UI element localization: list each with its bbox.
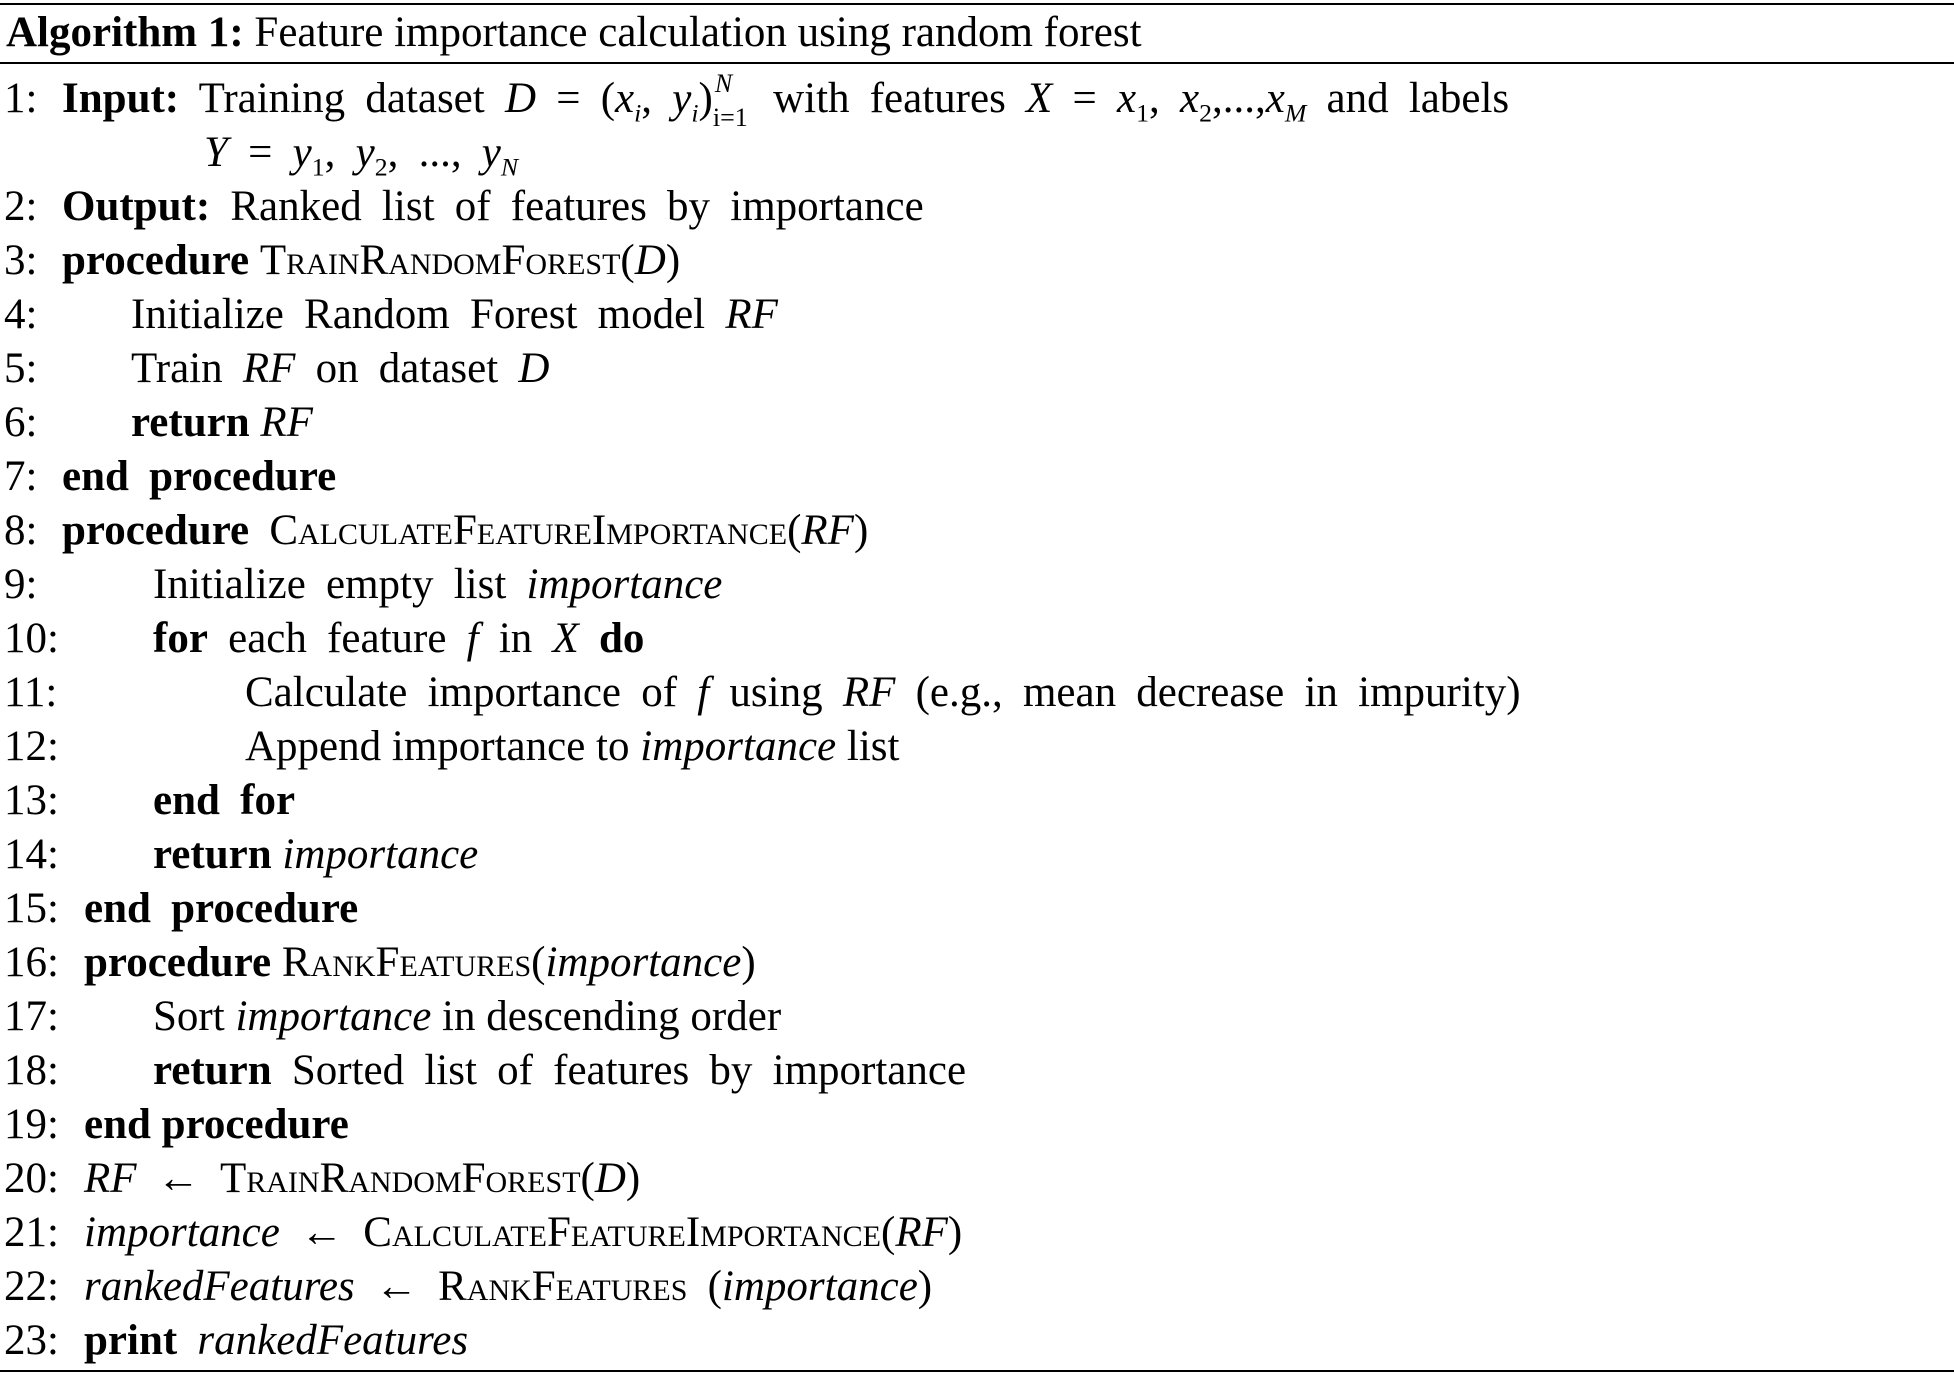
- procedure-arg: D: [594, 1155, 626, 1202]
- line-number: 16:: [4, 939, 59, 986]
- text: list: [846, 723, 900, 770]
- math-var: X: [552, 615, 579, 662]
- text: and labels: [1326, 75, 1510, 122]
- math-var: importance: [235, 993, 432, 1040]
- math-op: =: [248, 129, 273, 176]
- math-var: RF: [84, 1155, 137, 1202]
- math-var: D: [518, 345, 550, 392]
- algorithm-line-20: [0, 1152, 1954, 1206]
- math-op: =: [556, 75, 581, 122]
- text: on dataset: [315, 345, 499, 392]
- algorithm-line-8: [0, 504, 1954, 558]
- line-body: [153, 558, 722, 612]
- text: Train: [131, 345, 223, 392]
- procedure-arg: importance: [721, 1263, 918, 1310]
- algorithm-line-23: [0, 1314, 1954, 1368]
- line-number: 17:: [4, 993, 59, 1040]
- keyword-print: print: [84, 1317, 178, 1364]
- keyword-return: return: [153, 1047, 272, 1094]
- top-rule: [0, 3, 1954, 5]
- line-number: 7:: [4, 453, 38, 500]
- text: Initialize Random Forest model: [131, 291, 706, 338]
- bottom-rule: [0, 1370, 1954, 1372]
- math-var: importance: [526, 561, 723, 608]
- keyword-return: return: [131, 399, 250, 446]
- math-expr: $y_1$, $y_2$, ..., $y_N$: [292, 129, 519, 182]
- text: Calculate importance of: [245, 669, 678, 716]
- math-var: X: [1026, 75, 1053, 122]
- math-var: D: [504, 75, 536, 122]
- line-number: 19:: [4, 1101, 59, 1148]
- assign-arrow: ←: [300, 1209, 344, 1256]
- text: Initialize empty list: [153, 561, 507, 608]
- keyword-for: for: [153, 615, 208, 662]
- keyword-return: return: [153, 831, 272, 878]
- algorithm-line-2: [0, 180, 1954, 234]
- line-number: 1:: [4, 75, 38, 122]
- line-body: [153, 612, 644, 666]
- line-number: 15:: [4, 885, 59, 932]
- math-expr: $x_1$, $x_2,...,x_M$: [1117, 75, 1307, 128]
- text: Sorted list of features by importance: [291, 1047, 967, 1094]
- keyword-procedure: procedure: [84, 939, 272, 986]
- algorithm-line-19: [0, 1098, 1954, 1152]
- procedure-name: TrainRandomForest: [219, 1155, 581, 1202]
- keyword-end-procedure: end procedure: [62, 453, 337, 500]
- line-number: 2:: [4, 183, 38, 230]
- keyword-end-procedure: end procedure: [84, 1101, 349, 1148]
- line-number: 12:: [4, 723, 59, 770]
- algorithm-line-22: [0, 1260, 1954, 1314]
- text: using: [729, 669, 823, 716]
- algorithm-line-9: [0, 558, 1954, 612]
- line-body: [153, 774, 295, 828]
- line-number: 20:: [4, 1155, 59, 1202]
- line-number: 21:: [4, 1209, 59, 1256]
- line-number: 18:: [4, 1047, 59, 1094]
- procedure-name: CalculateFeatureImportance: [269, 507, 788, 554]
- line-number: 3:: [4, 237, 38, 284]
- keyword-end-for: end for: [153, 777, 296, 824]
- procedure-name: RankFeatures: [281, 939, 532, 986]
- line-body: procedure TrainRandomForest(D): [62, 237, 681, 284]
- algorithm-line-14: [0, 828, 1954, 882]
- caption-rule: [0, 62, 1954, 64]
- line-body: importance ← CalculateFeatureImportance(RF): [84, 1209, 963, 1256]
- algorithm-line-3: [0, 234, 1954, 288]
- line-number: 13:: [4, 777, 59, 824]
- math-var: RF: [842, 669, 896, 716]
- algorithm-line-16: [0, 936, 1954, 990]
- line-body: procedure CalculateFeatureImportance(RF): [62, 507, 869, 554]
- line-number: 10:: [4, 615, 59, 662]
- line-body: [84, 1098, 349, 1152]
- text: Append importance to: [245, 723, 630, 770]
- keyword-procedure: procedure: [62, 237, 250, 284]
- line-body: [131, 342, 549, 396]
- line-body: [62, 69, 1510, 132]
- procedure-arg: RF: [895, 1209, 948, 1256]
- algorithm-line-1-cont: [0, 126, 1954, 180]
- math-op: =: [1072, 75, 1097, 122]
- math-var: RF: [725, 291, 778, 338]
- line-body: [153, 990, 781, 1044]
- math-var: importance: [282, 831, 479, 878]
- procedure-arg: D: [634, 237, 666, 284]
- algorithm-line-4: [0, 288, 1954, 342]
- math-var: Y: [204, 129, 228, 176]
- procedure-arg: importance: [545, 939, 742, 986]
- line-body: rankedFeatures ← RankFeatures (importance): [84, 1263, 933, 1310]
- keyword-procedure: procedure: [62, 507, 250, 554]
- line-number: 9:: [4, 561, 38, 608]
- line-body: [204, 126, 518, 180]
- text: in descending order: [442, 993, 782, 1040]
- line-number: 22:: [4, 1263, 59, 1310]
- text: (e.g., mean decrease in impurity): [915, 669, 1521, 716]
- caption-title: Feature importance calculation using random forest: [254, 9, 1142, 56]
- line-body: [84, 1314, 468, 1368]
- line-number: 4:: [4, 291, 38, 338]
- assign-arrow: ←: [156, 1155, 200, 1202]
- keyword-do: do: [599, 615, 645, 662]
- math-var: rankedFeatures: [84, 1263, 355, 1310]
- algorithm-line-12: [0, 720, 1954, 774]
- assign-arrow: ←: [374, 1263, 418, 1310]
- algorithm-line-17: [0, 990, 1954, 1044]
- line-body: [62, 450, 336, 504]
- text: in: [498, 615, 533, 662]
- math-var: RF: [242, 345, 296, 392]
- procedure-name: TrainRandomForest: [259, 237, 621, 284]
- line-body: [153, 1044, 966, 1098]
- algorithm-line-21: [0, 1206, 1954, 1260]
- algorithm-line-5: [0, 342, 1954, 396]
- line-body: [245, 666, 1521, 720]
- algorithm-line-15: [0, 882, 1954, 936]
- text: Ranked list of features by importance: [230, 183, 924, 230]
- algorithm-line-1: [0, 69, 1954, 132]
- math-var: rankedFeatures: [197, 1317, 469, 1364]
- line-body: [131, 288, 778, 342]
- algorithm-line-6: [0, 396, 1954, 450]
- procedure-name: CalculateFeatureImportance: [363, 1209, 882, 1256]
- algorithm-line-11: [0, 666, 1954, 720]
- line-number: 14:: [4, 831, 59, 878]
- algorithm-line-13: [0, 774, 1954, 828]
- line-number: 5:: [4, 345, 38, 392]
- algorithm-caption: [6, 6, 1142, 60]
- keyword-output: Output:: [62, 183, 211, 230]
- procedure-arg: RF: [801, 507, 854, 554]
- algorithm-line-18: [0, 1044, 1954, 1098]
- line-body: [84, 882, 358, 936]
- text: Sort: [153, 993, 225, 1040]
- math-var: RF: [260, 399, 313, 446]
- line-body: [245, 720, 899, 774]
- procedure-name: RankFeatures: [438, 1263, 688, 1310]
- math-var: importance: [640, 723, 837, 770]
- keyword-input: Input:: [62, 75, 180, 122]
- text: each feature: [228, 615, 447, 662]
- line-number: 23:: [4, 1317, 59, 1364]
- algorithm-line-10: [0, 612, 1954, 666]
- line-number: 11:: [4, 669, 58, 716]
- text: Training dataset: [198, 75, 485, 122]
- math-var: f: [697, 669, 710, 716]
- math-expr: ($x_i$, $y_i$) N i=1: [600, 69, 748, 132]
- line-number: 6:: [4, 399, 38, 446]
- caption-label: Algorithm 1:: [6, 9, 244, 56]
- math-var: f: [466, 615, 479, 662]
- line-body: RF ← TrainRandomForest(D): [84, 1155, 641, 1202]
- line-body: [153, 828, 478, 882]
- math-var: importance: [84, 1209, 280, 1256]
- algorithm-line-7: [0, 450, 1954, 504]
- line-number: 8:: [4, 507, 38, 554]
- text: with features: [773, 75, 1006, 122]
- line-body: [62, 180, 924, 234]
- line-body: procedure RankFeatures(importance): [84, 939, 756, 986]
- keyword-end-procedure: end procedure: [84, 885, 359, 932]
- line-body: [131, 396, 313, 450]
